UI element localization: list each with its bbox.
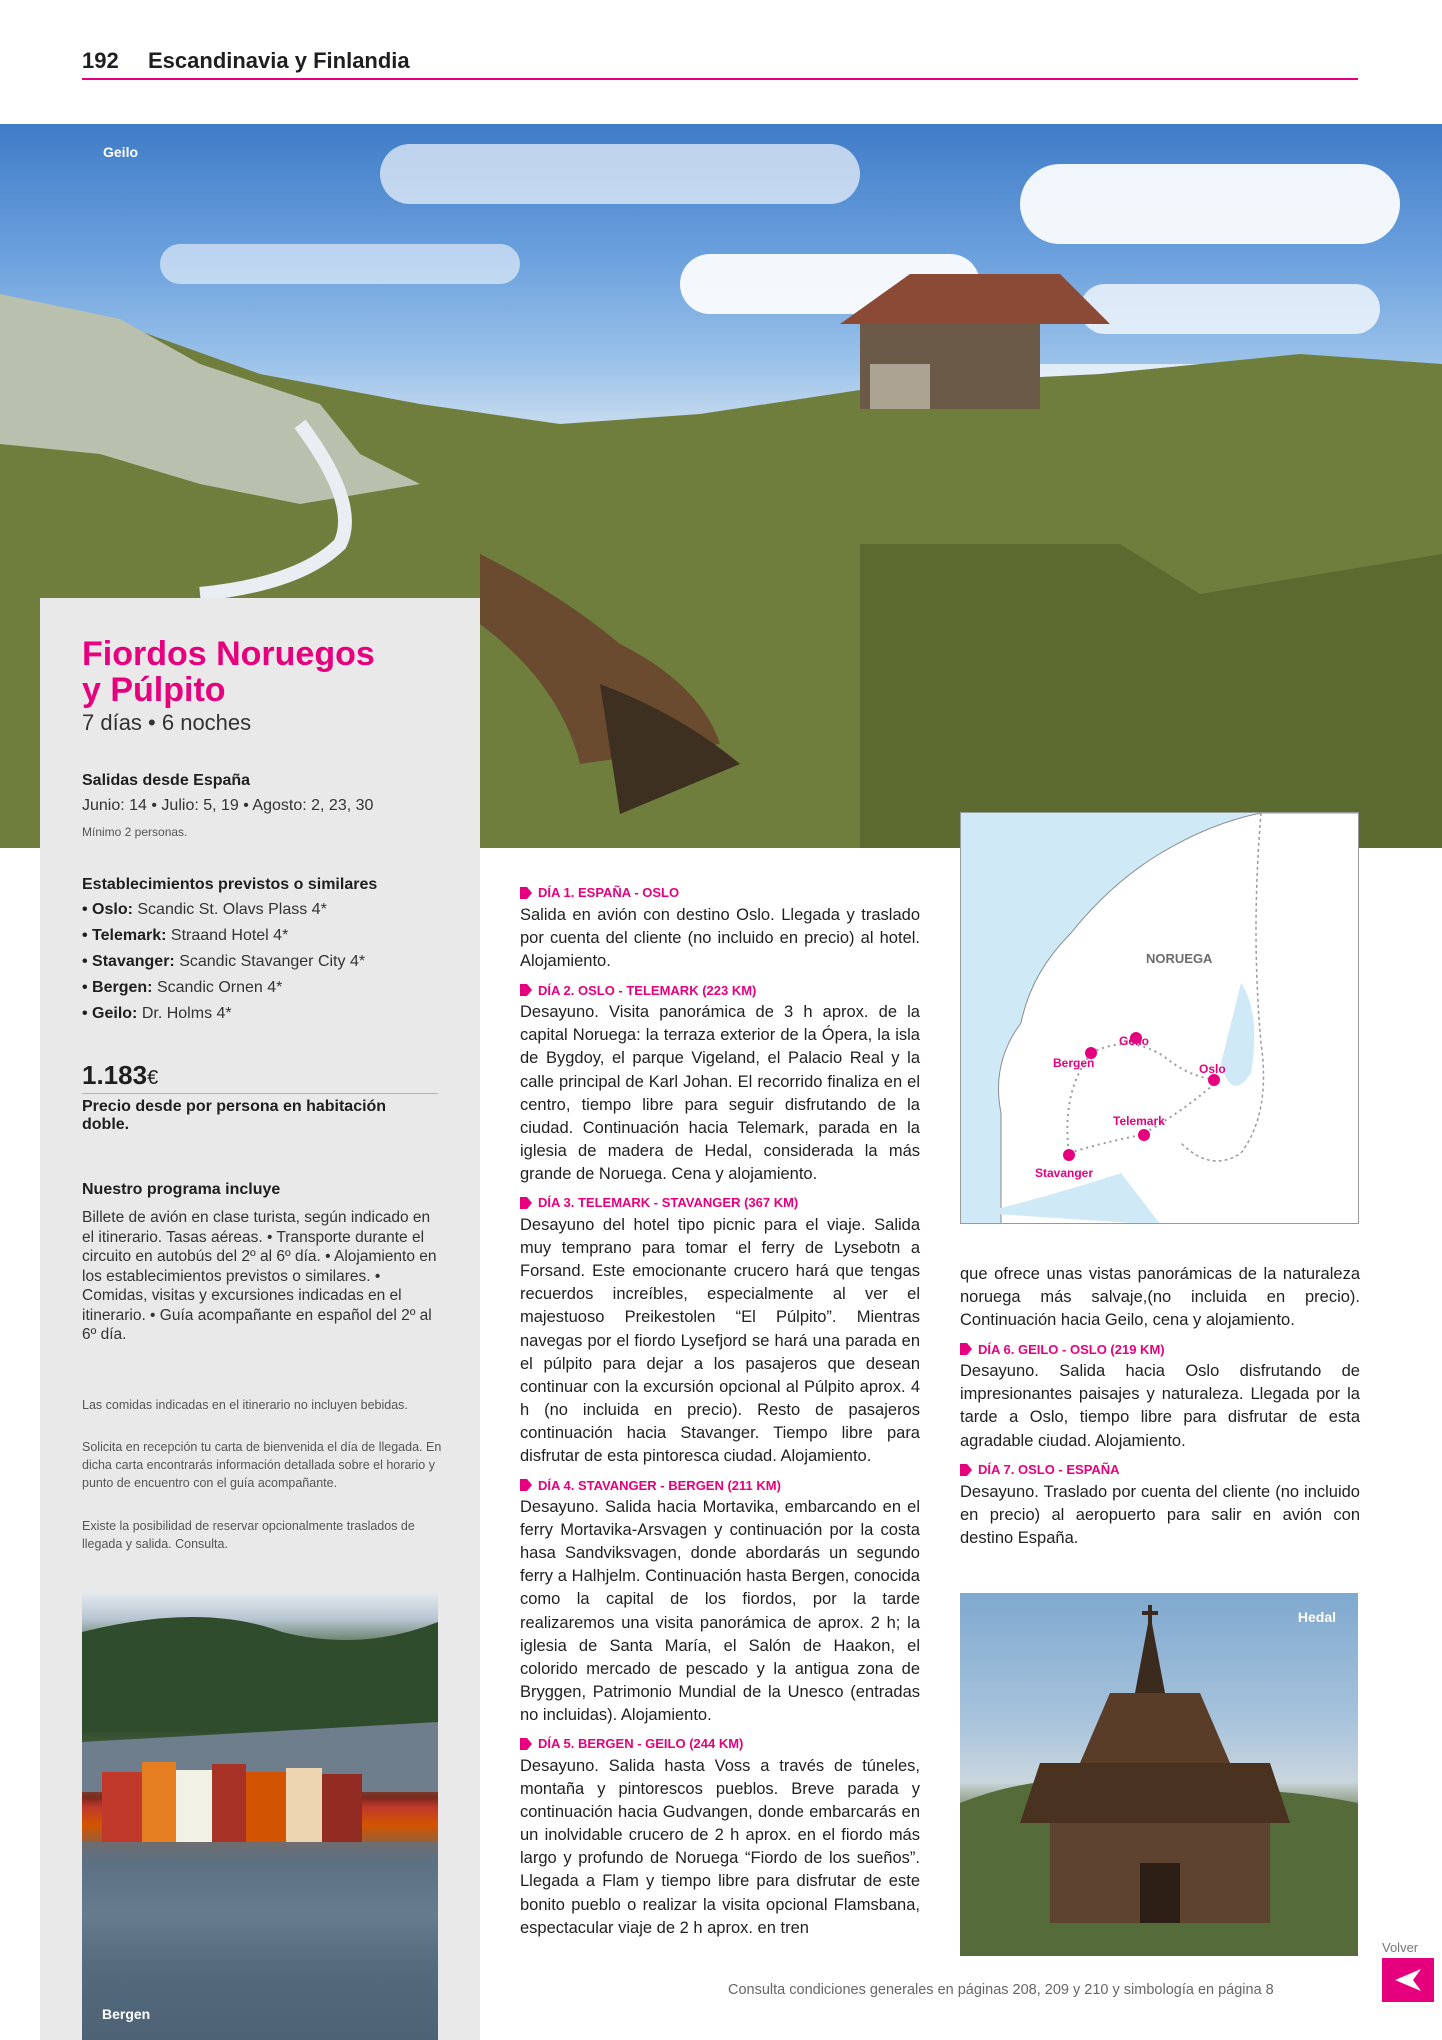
- hotel-item: • Bergen: Scandic Ornen 4*: [82, 979, 283, 996]
- note-transfers: Existe la posibilidad de reservar opcionalmente traslados de llegada y salida. Consulta.: [82, 1519, 415, 1551]
- section-title: Escandinavia y Finlandia: [148, 48, 410, 73]
- day-heading: DÍA 6. GEILO - OSLO (219 KM): [960, 1338, 1360, 1360]
- departures-heading: Salidas desde España: [82, 772, 251, 789]
- hotels-heading: Establecimientos previstos o similares: [82, 876, 378, 893]
- day-heading: DÍA 3. TELEMARK - STAVANGER (367 KM): [520, 1192, 920, 1214]
- day-text: Salida en avión con destino Oslo. Llegada y traslado por cuenta del cliente (no incluido en precio) al hotel. Alojamiento.: [520, 906, 920, 971]
- map-label-telemark: Telemark: [1113, 1114, 1165, 1128]
- day-text: Desayuno. Salida hacia Oslo disfrutando de impresionantes paisajes y naturaleza. Llegada por la tarde a Oslo, tiempo libre para disfrutar de esta agradable ciudad. Alojamiento.: [960, 1362, 1360, 1450]
- day-text: Desayuno. Visita panorámica de 3 h aprox. de la capital Noruega: la terraza exterior de la Ópera, la isla de Bygdoy, el parque Vigeland, el Palacio Real y la calle principal de Karl Johan. El recorrido finaliza en el centro, tiempo libre para seguir disfrutando de la ciudad. Continuación hacia Telemark, parada en la iglesia de madera de Hedal, considerada la más grande de Noruega. Cena y alojamiento.: [520, 1003, 920, 1183]
- bergen-caption: Bergen: [102, 2006, 151, 2022]
- day-text: Desayuno. Salida hacia Mortavika, embarcando en el ferry Mortavika-Arsvagen y continuación por la costa hasa Sandviksvagen, donde abordarás un segundo ferry a Halhjelm. Continuación hasta Bergen, conocida como la capital de los fiordos, por la tarde realizaremos una visita panorámica de aprox. 2 h; la iglesia de Santa María, el Salón de Haakon, el colorido mercado de pescado y la antigua zona de Bryggen, Patrimonio Mundial de la Unesco (entradas no incluidas). Alojamiento.: [520, 1498, 920, 1724]
- tour-duration: 7 días • 6 noches: [82, 710, 252, 735]
- note-welcome-letter: Solicita en recepción tu carta de bienvenida el día de llegada. En dicha carta encontrarás información detallada sobre el horario y punto de encuentro con el guía acompañante.: [82, 1440, 442, 1490]
- hero-caption: Geilo: [103, 144, 139, 160]
- back-label: Volver: [1382, 1940, 1419, 1955]
- map-label-bergen: Bergen: [1053, 1056, 1095, 1070]
- stave-church-illustration: [960, 1593, 1358, 1956]
- day-heading: DÍA 4. STAVANGER - BERGEN (211 KM): [520, 1474, 920, 1496]
- hotel-item: • Geilo: Dr. Holms 4*: [82, 1005, 232, 1022]
- note-meals: Las comidas indicadas en el itinerario no incluyen bebidas.: [82, 1398, 408, 1412]
- day-marker-icon: [960, 1343, 972, 1355]
- day-text: Desayuno del hotel tipo picnic para el viaje. Salida muy temprano para tomar el ferry de Lysebotn a Forsand. Este emocionante crucero hará que tengas recuerdos increíbles, especialmente al ver el majestuoso Preikestolen “El Púlpito”. Mientras navegas por el fiordo Lysefjord se hará una parada en el púlpito para dejar a los pasajeros que desean continuar con la excursión opcional al Púlpito aprox. 4 h (no incluida en precio). Resto de pasajeros continuación hacia Stavanger. Tiempo libre para disfrutar de esta pintoresca ciudad. Alojamiento.: [520, 1216, 920, 1465]
- hedal-caption: Hedal: [1297, 1609, 1336, 1625]
- day-marker-icon: [520, 1479, 532, 1491]
- includes-heading: Nuestro programa incluye: [82, 1181, 281, 1198]
- footer-note: Consulta condiciones generales en páginas 208, 209 y 210 y simbología en página 8: [728, 1982, 1274, 1998]
- day-marker-icon: [520, 887, 532, 899]
- tour-price: 1.183€: [82, 1060, 438, 1094]
- route-map: [960, 812, 1359, 1224]
- itinerary-column-2: [960, 1263, 1360, 1550]
- map-label-stavanger: Stavanger: [1035, 1166, 1094, 1180]
- tour-title: Fiordos Noruegos y Púlpito: [82, 635, 375, 709]
- bergen-illustration: [82, 1592, 438, 2040]
- photo-bergen: [82, 1592, 438, 2040]
- map-label-oslo: Oslo: [1199, 1062, 1226, 1076]
- day-heading: DÍA 2. OSLO - TELEMARK (223 KM): [520, 979, 920, 1001]
- hotel-item: • Stavanger: Scandic Stavanger City 4*: [82, 953, 366, 970]
- departure-dates: Junio: 14 • Julio: 5, 19 • Agosto: 2, 23, 30: [82, 797, 374, 814]
- day-text: Desayuno. Traslado por cuenta del cliente (no incluido en precio) al aeropuerto para salir en avión con destino España.: [960, 1482, 1360, 1547]
- norway-map: [961, 813, 1359, 1224]
- includes-text: Billete de avión en clase turista, según indicado en el itinerario. Tasas aéreas. • Transporte durante el circuito en autobús del 2º al 6º día. • Alojamiento en los establecimientos previstos o similares. • Comidas, visitas y excursiones indicadas en el itinerario. • Guía acompañante en español del 2º al 6º día.: [82, 1209, 437, 1343]
- map-label-geilo: Geilo: [1119, 1034, 1150, 1048]
- day-marker-icon: [520, 984, 532, 996]
- day-heading: DÍA 7. OSLO - ESPAÑA: [960, 1459, 1360, 1481]
- day-marker-icon: [960, 1464, 972, 1476]
- hotel-item: • Telemark: Straand Hotel 4*: [82, 927, 289, 944]
- price-note: Precio desde por persona en habitación doble.: [82, 1098, 387, 1133]
- map-pin-stavanger: [1063, 1149, 1075, 1161]
- day-marker-icon: [520, 1738, 532, 1750]
- map-country-label: NORUEGA: [1146, 951, 1213, 966]
- hotel-item: • Oslo: Scandic St. Olavs Plass 4*: [82, 901, 327, 918]
- day-heading: DÍA 5. BERGEN - GEILO (244 KM): [520, 1733, 920, 1755]
- itinerary-column-1: [520, 882, 920, 1940]
- day-heading: DÍA 1. ESPAÑA - OSLO: [520, 882, 920, 904]
- day-text-continued: que ofrece unas vistas panorámicas de la naturaleza noruega más salvaje,(no incluida en precio). Continuación hacia Geilo, cena y alojamiento.: [960, 1265, 1360, 1330]
- day-marker-icon: [520, 1197, 532, 1209]
- back-arrow-icon: [1393, 1967, 1423, 1993]
- photo-hedal: [960, 1593, 1358, 1956]
- map-pin-telemark: [1138, 1129, 1150, 1141]
- minimum-people: Mínimo 2 personas.: [82, 825, 188, 839]
- day-text: Desayuno. Salida hasta Voss a través de túneles, montaña y pintorescos pueblos. Breve parada y continuación hacia Gudvangen, donde embarcarás en un inolvidable crucero de 2 h aprox. en el fiordo más largo y profundo de Noruega “Fiordo de los sueños”. Llegada a Flam y tiempo libre para disfrutar de este bonito pueblo o realizar la visita opcional Flamsbana, espectacular viaje de 2 h aprox. en tren: [520, 1757, 920, 1937]
- page-number: 192: [82, 48, 119, 73]
- page-header: [82, 46, 1358, 80]
- back-button[interactable]: [1382, 1958, 1434, 2002]
